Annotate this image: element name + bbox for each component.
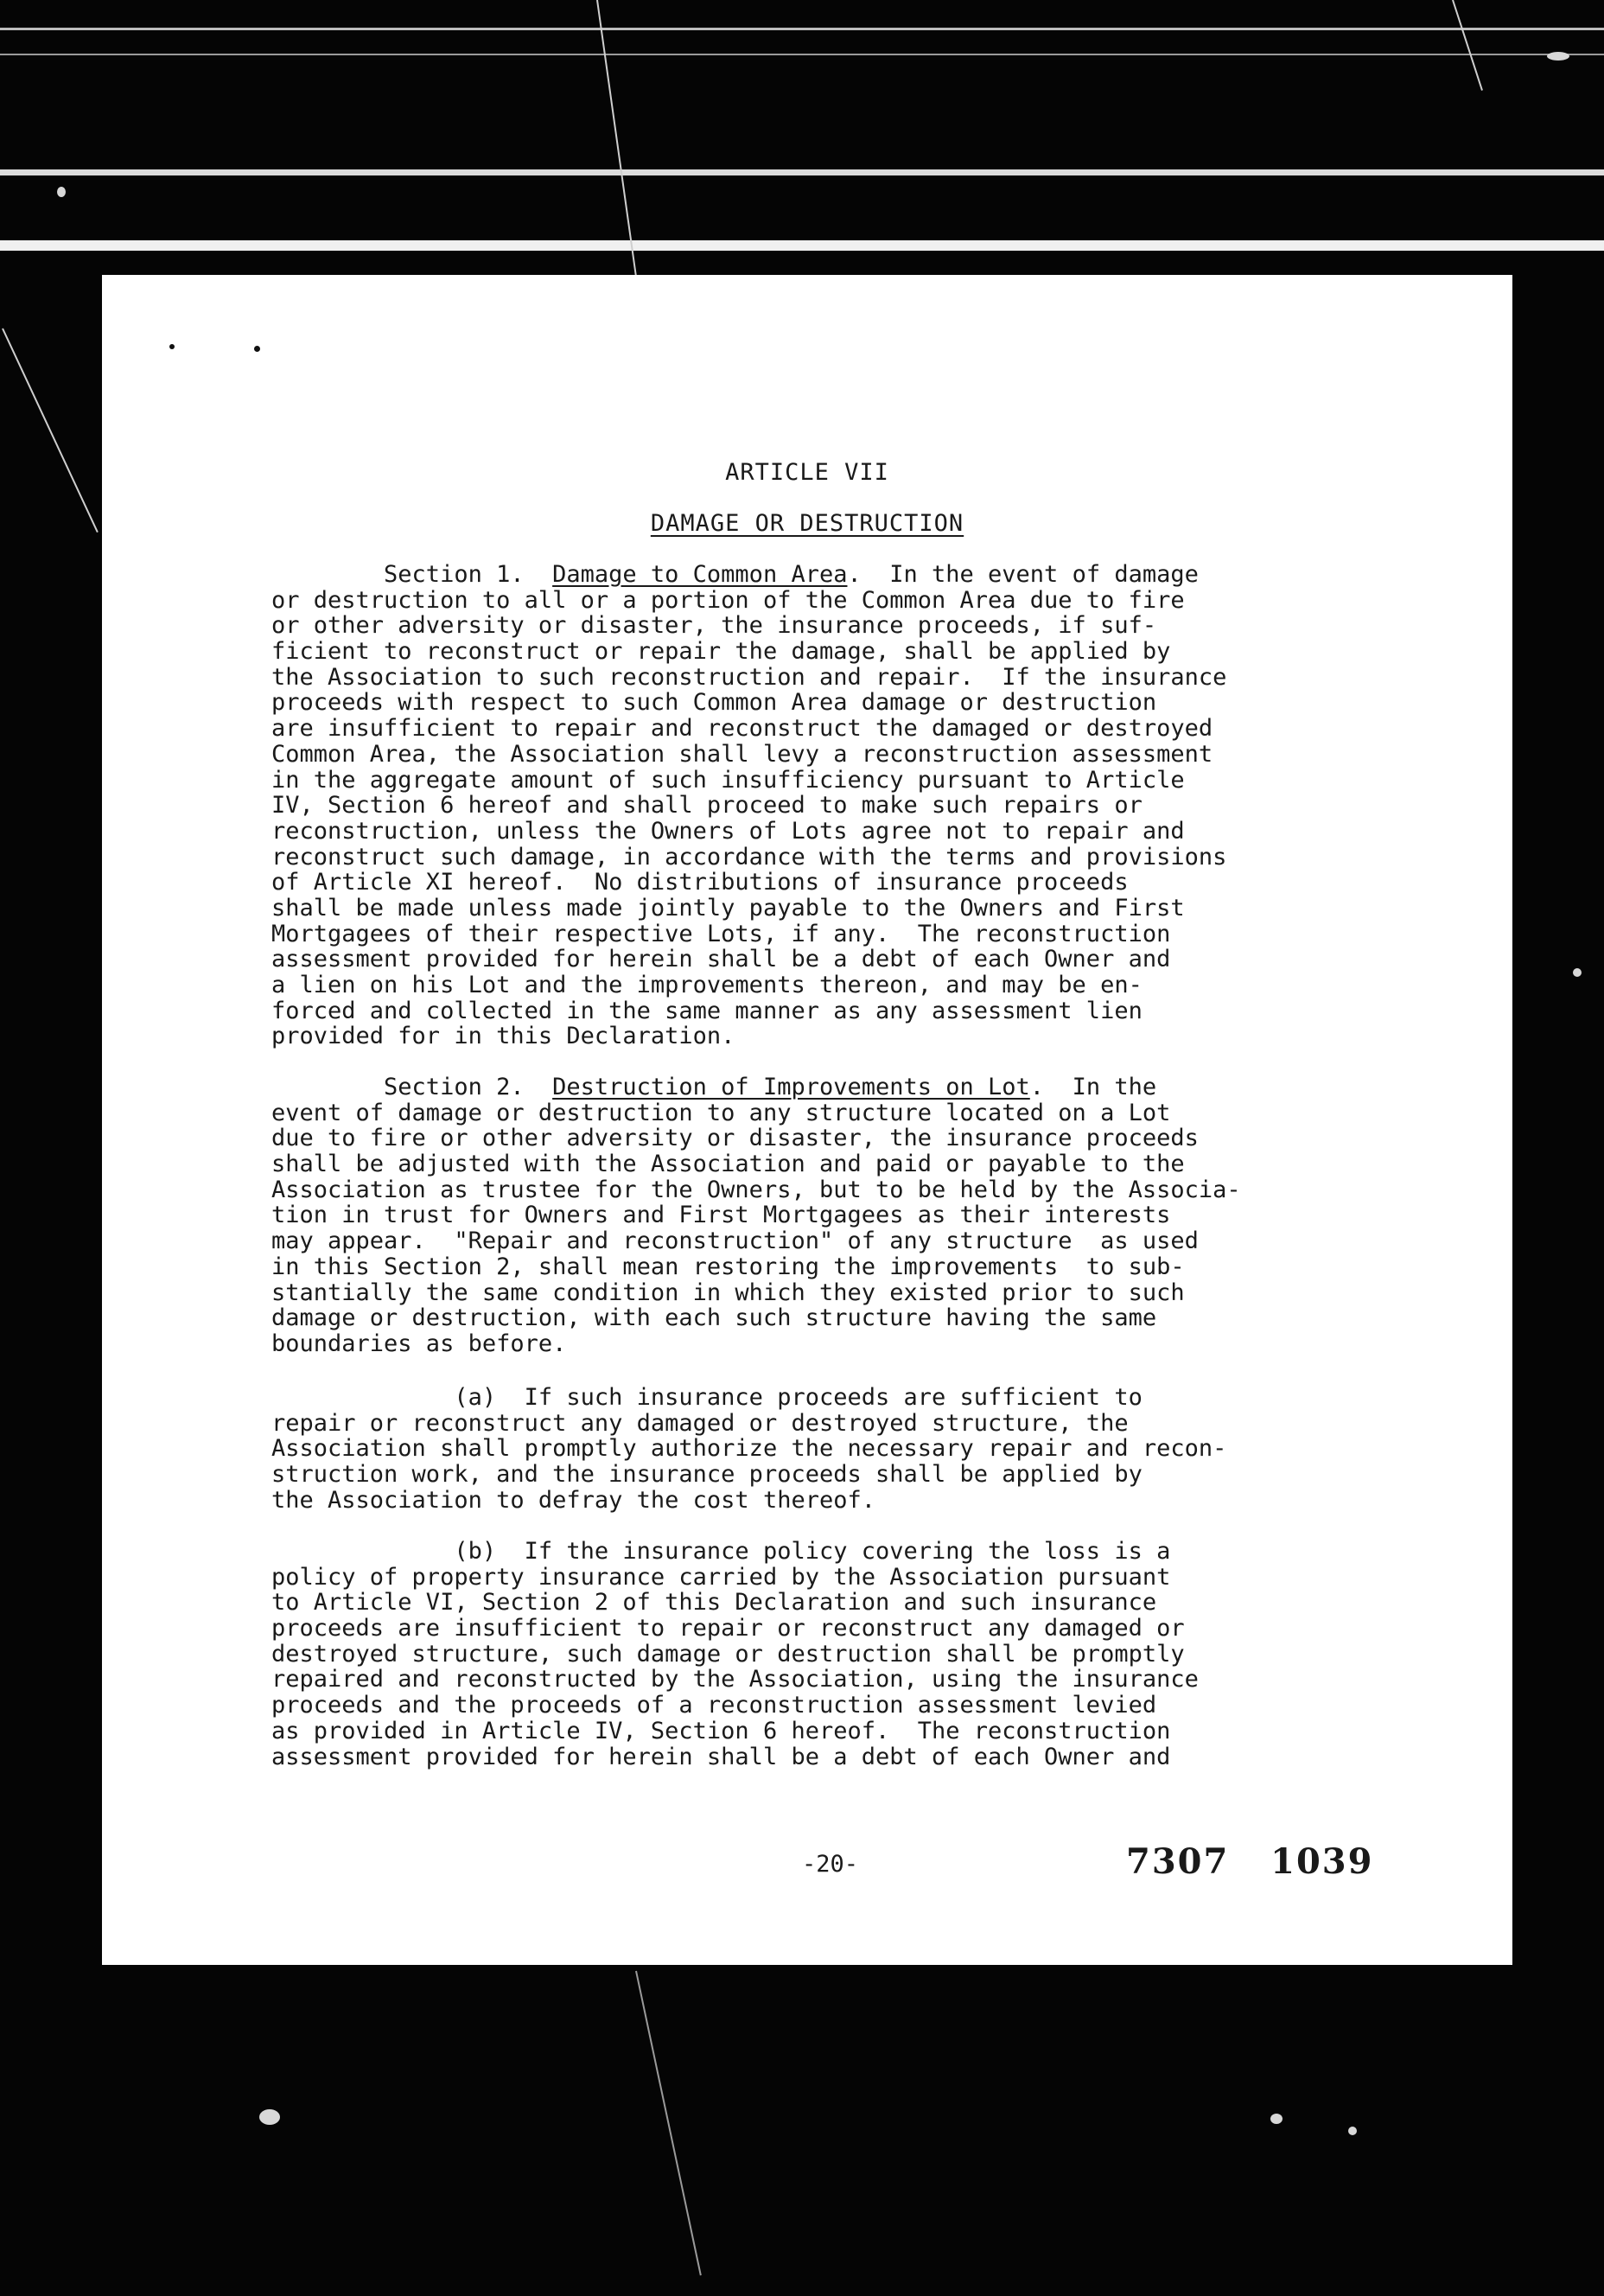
scan-edge-band <box>0 169 1604 175</box>
text-line: of Article XI hereof. No distributions of insurance proceeds <box>271 869 1129 896</box>
document-page <box>102 275 1512 1965</box>
text-line: (a) If such insurance proceeds are sufficient to <box>271 1384 1143 1411</box>
text-line: assessment provided for herein shall be a debt of each Owner and <box>271 946 1171 973</box>
text-line: Mortgagees of their respective Lots, if any. The reconstruction <box>271 920 1171 947</box>
text-line: may appear. "Repair and reconstruction" of any structure as used <box>271 1228 1199 1255</box>
text-line: a lien on his Lot and the improvements thereon, and may be en- <box>271 972 1143 998</box>
text-line: struction work, and the insurance proceeds shall be applied by <box>271 1461 1143 1489</box>
text-line: in the aggregate amount of such insufficiency pursuant to Article <box>271 766 1185 794</box>
text-line: IV, Section 6 hereof and shall proceed to make such repairs or <box>271 792 1143 820</box>
text-line: assessment provided for herein shall be a debt of each Owner and <box>271 1743 1171 1770</box>
text-line: damage or destruction, with each such structure having the same <box>271 1304 1157 1332</box>
article-title: DAMAGE OR DESTRUCTION <box>650 510 964 537</box>
scan-speck <box>1270 2114 1283 2124</box>
text-line: stantially the same condition in which they existed prior to such <box>271 1279 1185 1306</box>
record-number: 7307 1039 <box>1126 1841 1374 1882</box>
text-line: or other adversity or disaster, the insurance proceeds, if suf- <box>271 612 1157 640</box>
subsection-a-paragraph <box>271 1385 1516 1513</box>
text-line: ficient to reconstruct or repair the damage, shall be applied by <box>271 638 1171 666</box>
scan-speck <box>1348 2127 1357 2135</box>
page-number: -20- <box>802 1851 859 1878</box>
text-line: reconstruction, unless the Owners of Lots agree not to repair and <box>271 817 1185 845</box>
section-caption: Damage to Common Area <box>552 561 848 588</box>
scan-edge-line <box>0 28 1604 30</box>
text-line: or destruction to all or a portion of the Common Area due to fire <box>271 586 1185 614</box>
scan-edge-band <box>0 240 1604 251</box>
scan-scratch <box>1452 0 1483 91</box>
text-line: reconstruct such damage, in accordance with the terms and provisions <box>271 843 1227 871</box>
text-line: boundaries as before. <box>271 1330 567 1357</box>
text-line: (b) If the insurance policy covering the loss is a <box>271 1538 1171 1565</box>
text-line: due to fire or other adversity or disaster, the insurance proceeds <box>271 1125 1199 1152</box>
text-line: provided for in this Declaration. <box>271 1023 735 1050</box>
section-2-paragraph <box>271 1075 1516 1357</box>
text-line: forced and collected in the same manner as any assessment lien <box>271 997 1143 1024</box>
section-1-paragraph <box>271 562 1516 1049</box>
text-line: Section 1. Damage to Common Area. In the event of damage <box>271 561 1199 588</box>
text-line: policy of property insurance carried by the Association pursuant <box>271 1563 1171 1591</box>
text-line: Association shall promptly authorize the necessary repair and recon- <box>271 1435 1227 1463</box>
text-line: are insufficient to repair and reconstruct the damaged or destroyed <box>271 715 1213 743</box>
text-line: the Association to such reconstruction and repair. If the insurance <box>271 663 1227 691</box>
scan-edge-line <box>0 54 1604 55</box>
text-line: repair or reconstruct any damaged or destroyed structure, the <box>271 1409 1129 1437</box>
text-line: repaired and reconstructed by the Association, using the insurance <box>271 1666 1199 1693</box>
text-line: to Article VI, Section 2 of this Declaration and such insurance <box>271 1589 1157 1617</box>
text-line: as provided in Article IV, Section 6 hereof. The reconstruction <box>271 1717 1171 1744</box>
text-line: event of damage or destruction to any structure located on a Lot <box>271 1099 1171 1126</box>
page-speck <box>169 344 175 349</box>
text-line: shall be made unless made jointly payable to the Owners and First <box>271 894 1185 922</box>
scan-speck <box>1547 52 1569 61</box>
text-line: Association as trustee for the Owners, but to be held by the Associa- <box>271 1176 1241 1203</box>
text-line: proceeds and the proceeds of a reconstruction assessment levied <box>271 1692 1157 1719</box>
text-line: proceeds with respect to such Common Area damage or destruction <box>271 689 1157 717</box>
text-line: shall be adjusted with the Association and paid or payable to the <box>271 1151 1185 1178</box>
subsection-b-paragraph <box>271 1539 1516 1770</box>
page-speck <box>254 346 260 352</box>
scan-speck <box>57 187 66 197</box>
text-line: destroyed structure, such damage or destruction shall be promptly <box>271 1640 1185 1668</box>
text-line: Common Area, the Association shall levy a reconstruction assessment <box>271 740 1213 768</box>
scan-speck <box>1573 968 1582 977</box>
text-line: proceeds are insufficient to repair or reconstruct any damaged or <box>271 1615 1185 1642</box>
text-line: Section 2. Destruction of Improvements on Lot. In the <box>271 1074 1157 1100</box>
text-line: in this Section 2, shall mean restoring the improvements to sub- <box>271 1253 1185 1280</box>
article-heading: ARTICLE VII <box>725 459 889 486</box>
text-line: tion in trust for Owners and First Mortgagees as their interests <box>271 1202 1171 1229</box>
scan-scratch <box>2 328 99 533</box>
text-line: the Association to defray the cost thereof. <box>271 1486 875 1514</box>
scan-speck <box>259 2109 280 2125</box>
scan-scratch <box>635 1971 702 2276</box>
section-caption: Destruction of Improvements on Lot <box>552 1074 1030 1100</box>
